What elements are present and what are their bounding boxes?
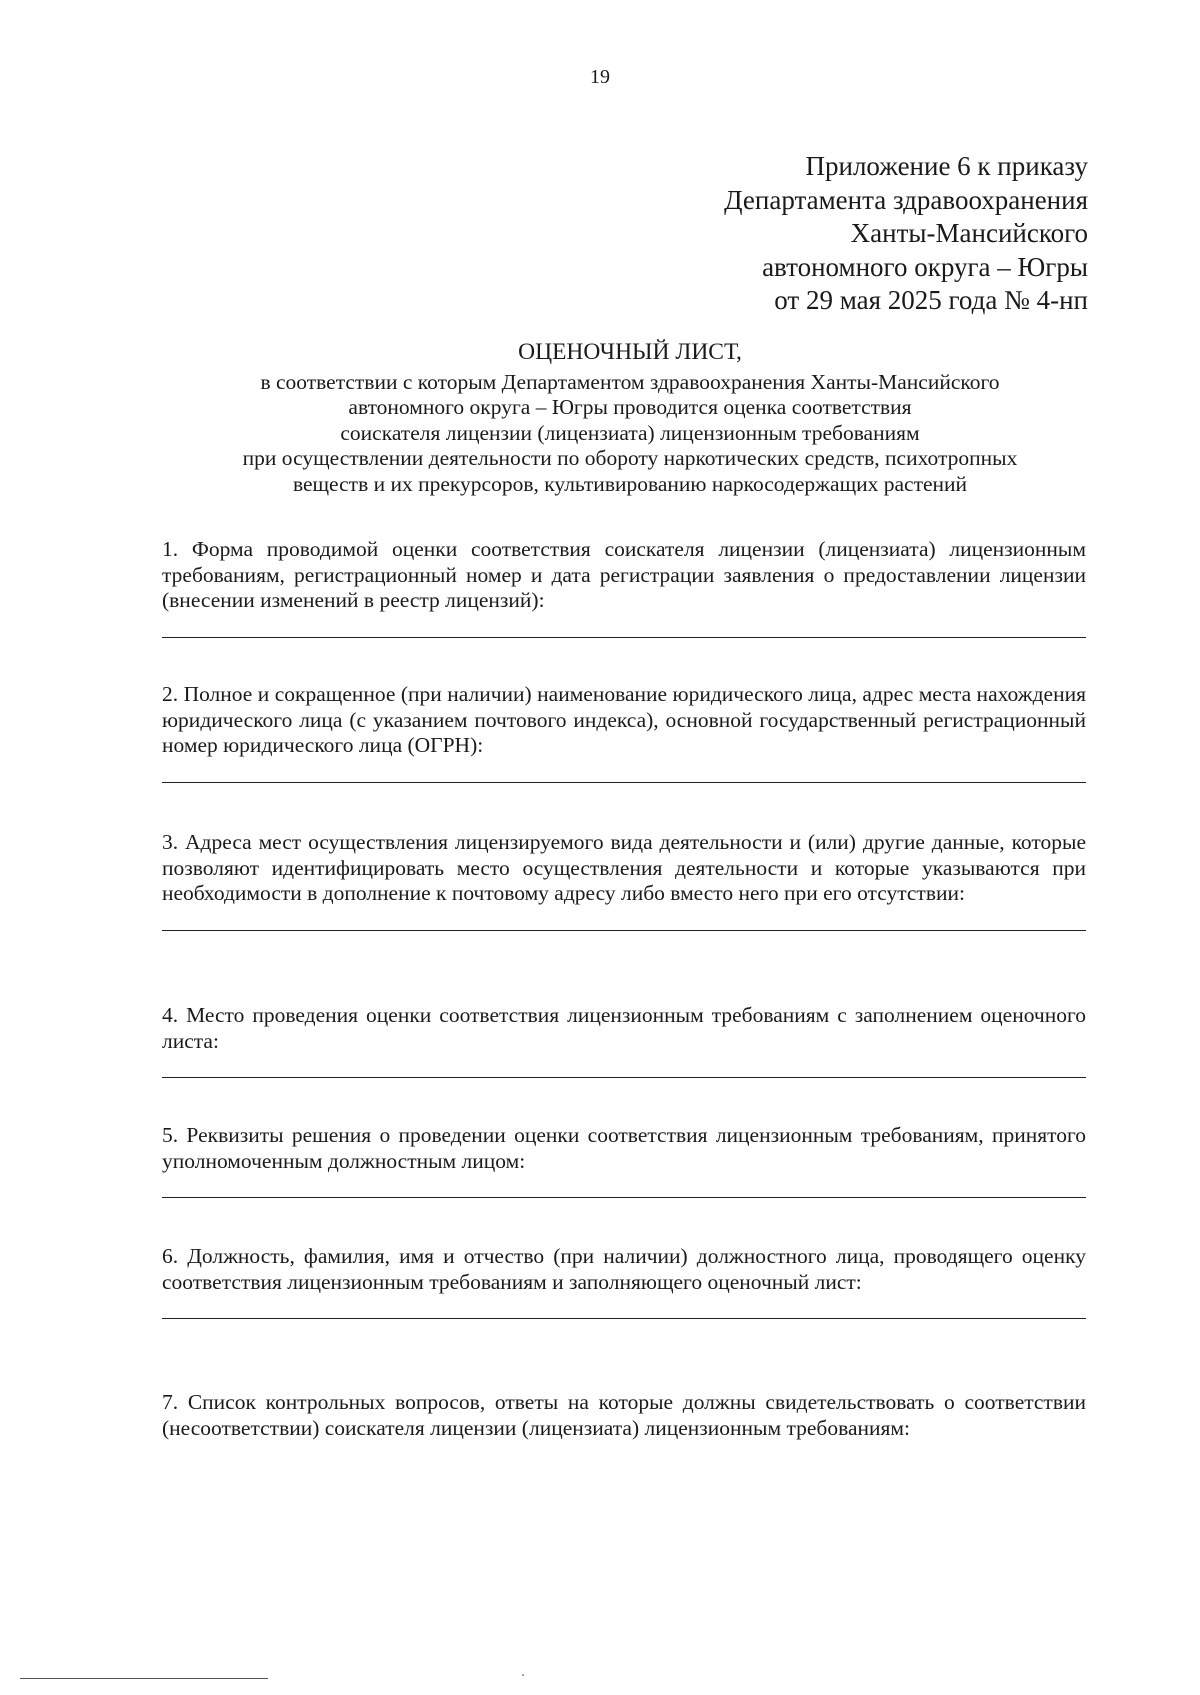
page-number: 19: [590, 66, 610, 88]
subtitle-line: соискателя лицензии (лицензиата) лицензионным требованиям: [340, 420, 920, 445]
appendix-line: от 29 мая 2025 года № 4-нп: [774, 285, 1088, 315]
fill-in-line[interactable]: [162, 622, 1086, 638]
form-section-1: [162, 537, 1086, 638]
section-text: 7. Список контрольных вопросов, ответы на которые должны свидетельствовать о соответствии (несоответствии) соискателя лицензии (лицензиата) лицензионным требованиям:: [162, 1390, 1086, 1440]
form-section-6: [162, 1244, 1086, 1319]
subtitle-line: в соответствии с которым Департаментом здравоохранения Ханты-Мансийского: [260, 369, 1000, 394]
subtitle-line: автономного округа – Югры проводится оценка соответствия: [348, 395, 912, 419]
form-section-7: [162, 1390, 1086, 1441]
section-text: 2. Полное и сокращенное (при наличии) наименование юридического лица, адрес места нахождения юридического лица (с указанием почтового индекса), основной государственный регистрационный номер юридического лица (ОГРН):: [162, 682, 1086, 757]
subtitle-line: веществ и их прекурсоров, культивированию наркосодержащих растений: [292, 471, 968, 496]
section-text: 5. Реквизиты решения о проведении оценки соответствия лицензионным требованиям, принятого уполномоченным должностным лицом:: [162, 1123, 1086, 1173]
appendix-line: Приложение 6 к приказу: [805, 151, 1088, 181]
form-section-3: [162, 830, 1086, 931]
form-section-5: [162, 1123, 1086, 1198]
section-text: 3. Адреса мест осуществления лицензируемого вида деятельности и (или) другие данные, которые позволяют идентифицировать место осуществления деятельности и которые указываются при необходимости в дополнение к почтовому адресу либо вместо него при его отсутствии:: [162, 830, 1086, 905]
fill-in-line[interactable]: [162, 1062, 1086, 1078]
fill-in-line[interactable]: [162, 1182, 1086, 1198]
appendix-line: Ханты-Мансийского: [850, 218, 1088, 248]
section-text: 1. Форма проводимой оценки соответствия соискателя лицензии (лицензиата) лицензионным требованиям, регистрационный номер и дата регистрации заявления о предоставлении лицензии (внесении изменений в реестр лицензий):: [162, 537, 1086, 612]
footnote-divider: [20, 1678, 268, 1679]
form-section-4: [162, 1003, 1086, 1078]
form-section-2: [162, 682, 1086, 783]
document-title-block: [150, 340, 1110, 497]
section-text: 4. Место проведения оценки соответствия лицензионным требованиям с заполнением оценочного листа:: [162, 1003, 1086, 1053]
fill-in-line[interactable]: [162, 1303, 1086, 1319]
section-text: 6. Должность, фамилия, имя и отчество (при наличии) должностного лица, проводящего оценку соответствия лицензионным требованиям и заполняющего оценочный лист:: [162, 1244, 1086, 1294]
document-title: ОЦЕНОЧНЫЙ ЛИСТ,: [518, 339, 742, 365]
appendix-line: автономного округа – Югры: [762, 251, 1088, 282]
subtitle-line: при осуществлении деятельности по обороту наркотических средств, психотропных: [242, 446, 1018, 470]
appendix-line: Департамента здравоохранения: [724, 184, 1088, 215]
appendix-header: [724, 150, 1088, 318]
scan-speck: [522, 1674, 524, 1676]
fill-in-line[interactable]: [162, 915, 1086, 931]
fill-in-line[interactable]: [162, 767, 1086, 783]
